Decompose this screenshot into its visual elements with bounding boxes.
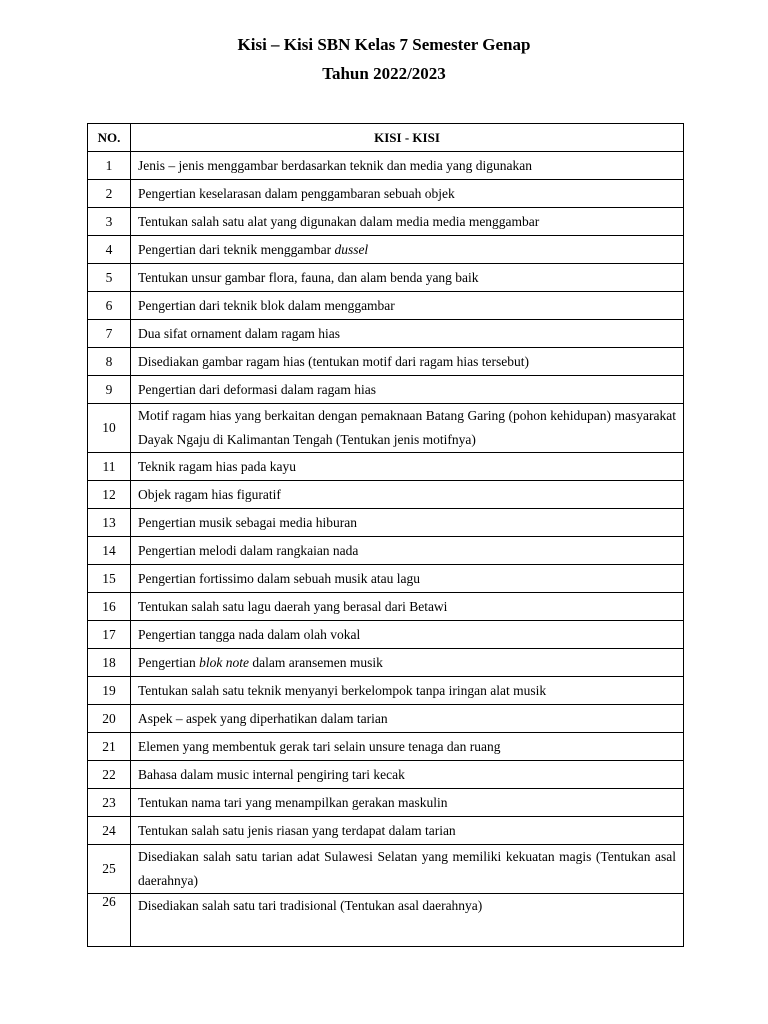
row-text [131,208,684,236]
row-text [131,292,684,320]
row-text [131,152,684,180]
row-text [131,565,684,593]
row-number: 22 [88,761,131,789]
row-text [131,509,684,537]
row-number: 7 [88,320,131,348]
table-row [88,236,684,264]
row-number: 19 [88,677,131,705]
row-text-main: Tentukan salah satu alat yang digunakan dalam media media menggambar [138,213,540,229]
row-text-main: Tentukan nama tari yang menampilkan gerakan maskulin [138,794,448,810]
row-number: 10 [88,404,131,453]
row-number: 13 [88,509,131,537]
row-number: 11 [88,453,131,481]
row-text-main: Pengertian keselarasan dalam penggambaran sebuah objek [138,185,455,201]
row-number: 14 [88,537,131,565]
table-row [88,180,684,208]
row-text-main: Disediakan salah satu tarian adat Sulawesi Selatan yang memiliki kekuatan magis (Tentukan asal daerahnya) [138,849,676,888]
row-text-main: Pengertian musik sebagai media hiburan [138,514,357,530]
row-text [131,621,684,649]
row-text [131,894,684,922]
row-text [131,404,684,453]
row-text [131,376,684,404]
row-number: 17 [88,621,131,649]
row-text [131,817,684,845]
row-number: 12 [88,481,131,509]
kisi-table [87,123,684,947]
row-text-after: dalam aransemen musik [248,654,383,670]
row-number: 5 [88,264,131,292]
table-row [88,621,684,649]
row-text-main: Elemen yang membentuk gerak tari selain unsure tenaga dan ruang [138,738,501,754]
row-number: 16 [88,593,131,621]
table-row [88,705,684,733]
row-text-main: Tentukan salah satu jenis riasan yang terdapat dalam tarian [138,822,456,838]
row-text-main: Pengertian dari teknik menggambar [138,241,335,257]
row-text-main: Teknik ragam hias pada kayu [138,458,296,474]
row-text [131,264,684,292]
row-text [131,845,684,894]
row-text-main: Tentukan unsur gambar flora, fauna, dan alam benda yang baik [138,269,479,285]
row-text-main: Pengertian melodi dalam rangkaian nada [138,542,359,558]
row-text-main: Pengertian dari teknik blok dalam menggambar [138,297,395,313]
table-row [88,208,684,236]
row-number: 3 [88,208,131,236]
row-text [131,677,684,705]
row-number: 15 [88,565,131,593]
row-text-italic: blok note [199,654,249,670]
row-number: 4 [88,236,131,264]
table-row [88,894,684,922]
row-number: 26 [88,894,131,922]
row-text-main: Motif ragam hias yang berkaitan dengan pemaknaan Batang Garing (pohon kehidupan) masyarakat Dayak Ngaju di Kalimantan Tengah (Tentukan jenis motifnya) [138,408,676,447]
row-text-main: Aspek – aspek yang diperhatikan dalam tarian [138,710,388,726]
table-row [88,453,684,481]
row-text [131,320,684,348]
row-text [131,733,684,761]
blank-cell [88,921,131,947]
table-row [88,649,684,677]
row-number: 25 [88,845,131,894]
row-text-main: Bahasa dalam music internal pengiring tari kecak [138,766,405,782]
row-text-main: Tentukan salah satu lagu daerah yang berasal dari Betawi [138,598,448,614]
row-text [131,593,684,621]
row-text [131,789,684,817]
row-text [131,537,684,565]
row-text-main: Objek ragam hias figuratif [138,486,281,502]
row-text [131,180,684,208]
table-row [88,593,684,621]
table-row [88,817,684,845]
row-number: 2 [88,180,131,208]
row-number: 8 [88,348,131,376]
row-text-italic: dussel [334,241,369,257]
blank-cell [131,921,684,947]
table-row [88,509,684,537]
row-text-main: Tentukan salah satu teknik menyanyi berkelompok tanpa iringan alat musik [138,682,547,698]
row-text [131,236,684,264]
row-text [131,705,684,733]
row-text [131,453,684,481]
table-row [88,264,684,292]
header-kisi: KISI - KISI [131,124,684,152]
row-text [131,348,684,376]
row-number: 18 [88,649,131,677]
table-row [88,292,684,320]
row-text [131,649,684,677]
header-no: NO. [88,124,131,152]
table-header-row [88,124,684,152]
row-text-main: Disediakan gambar ragam hias (tentukan motif dari ragam hias tersebut) [138,353,529,369]
row-number: 24 [88,817,131,845]
row-text-main: Dua sifat ornament dalam ragam hias [138,325,341,341]
row-number: 23 [88,789,131,817]
row-number: 20 [88,705,131,733]
row-number: 9 [88,376,131,404]
row-text-main: Pengertian fortissimo dalam sebuah musik atau lagu [138,570,420,586]
row-text-main: Disediakan salah satu tari tradisional (Tentukan asal daerahnya) [138,898,483,913]
row-text-main: Pengertian [138,654,200,670]
row-text [131,481,684,509]
table-row [88,404,684,453]
table-row [88,537,684,565]
row-number: 21 [88,733,131,761]
table-row [88,733,684,761]
row-number: 6 [88,292,131,320]
table-row [88,348,684,376]
row-text-main: Jenis – jenis menggambar berdasarkan teknik dan media yang digunakan [138,157,533,173]
table-row [88,320,684,348]
row-number: 1 [88,152,131,180]
table-row [88,376,684,404]
table-row [88,789,684,817]
table-row [88,565,684,593]
row-text-main: Pengertian dari deformasi dalam ragam hias [138,381,377,397]
table-row [88,152,684,180]
table-body [88,152,684,947]
table-row [88,761,684,789]
table-row [88,677,684,705]
row-text-main: Pengertian tangga nada dalam olah vokal [138,626,361,642]
table-blank-row [88,921,684,947]
document-subtitle-year: Tahun 2022/2023 [322,64,446,83]
table-row [88,845,684,894]
document-title: Kisi – Kisi SBN Kelas 7 Semester Genap [237,35,531,54]
table-row [88,481,684,509]
row-text [131,761,684,789]
